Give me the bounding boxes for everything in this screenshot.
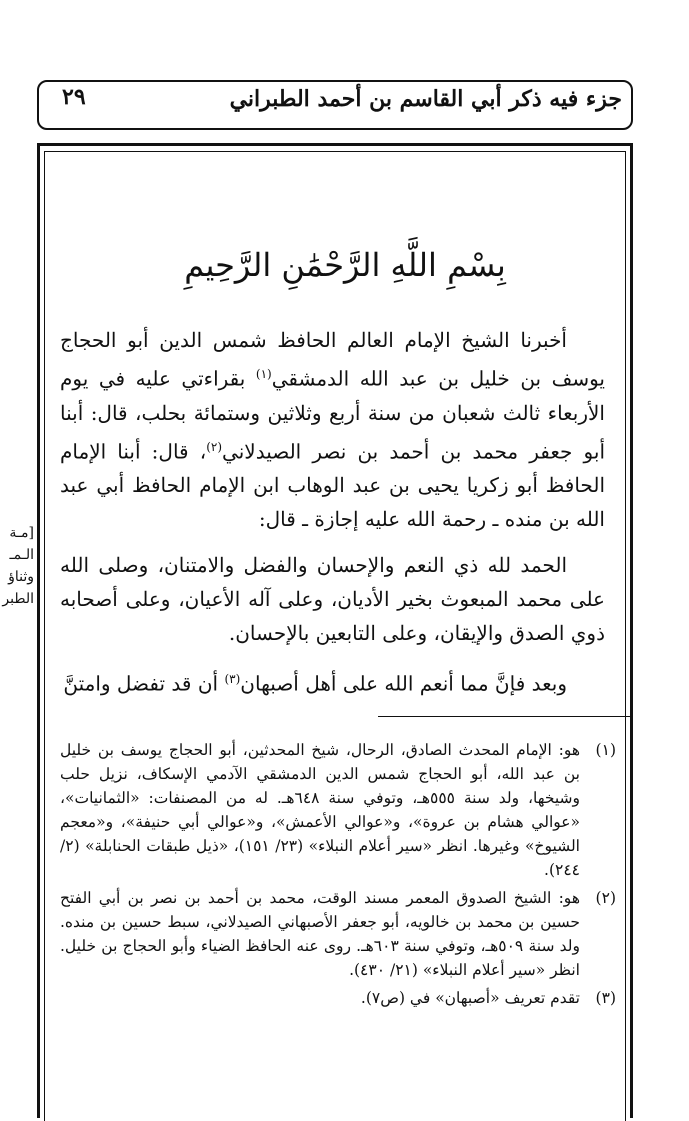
footnote-text: هو: الشيخ الصدوق المعمر مسند الوقت، محمد بن أحمد بن نصر بن أبي الفتح حسين بن محمد بن خالويه، أبو جعفر الأصبهاني الصيدلاني، سبط حسين بن منده. ولد سنة ٥٠٩هـ، وتوفي سنة ٦٠٣هـ. روى عنه الحافظ الضياء وأبو الحجاج بن خليل. انظر «سير أعلام النبلاء» (٢١/ ٤٣٠). [60, 889, 580, 979]
footnote-ref: (١) [255, 367, 272, 381]
page-number: ٢٩ [62, 84, 86, 110]
praise-paragraph: الحمد لله ذي النعم والإحسان والفضل والامتنان، وصلى الله على محمد المبعوث بخير الأديان، وعلى آله الأعيان، وعلى أصحابه ذوي الصدق والإيقان، وعلى التابعين بالإحسان. [60, 553, 605, 646]
footnote [60, 986, 616, 1010]
footnote [60, 886, 616, 982]
footnote-marker: (٢) [595, 889, 616, 907]
footnote-text: هو: الإمام المحدث الصادق، الرحال، شيخ المحدثين، أبو الحجاج يوسف بن خليل بن عبد الله، أبو الحجاج شمس الدين الدمشقي الآدمي الإسكاف، نزيل حلب وشيخها، ولد سنة ٥٥٥هـ، وتوفي سنة ٦٤٨هـ. له من المصنفات: «الثمانيات»، «عوالي هشام بن عروة»، و«عوالي الأعمش»، و«عوالي أبي حنيفة»، و«معجم الشيوخ» وغيرها. انظر «سير أعلام النبلاء» (٢٣/ ١٥١)، «ذيل طبقات الحنابلة» (٢/ ٢٤٤). [60, 741, 581, 879]
closing-text: وبعد فإنَّ مما أنعم الله على أهل أصبهان [240, 671, 567, 696]
footnote-separator [378, 716, 630, 717]
main-text [60, 323, 605, 701]
footnote-ref: (٢) [206, 439, 223, 454]
footnotes [60, 738, 616, 1014]
closing-paragraph [60, 662, 605, 701]
isnad-text: ، قال: أبنا الإمام الحافظ أبو زكريا يحيى بن عبد الوهاب ابن الإمام الحافظ أبي عبد الله بن منده ـ رحمة الله عليه إجازة ـ قال: [60, 439, 605, 532]
margin-note [0, 522, 34, 610]
footnote-marker: (١) [595, 741, 616, 759]
footnote [60, 738, 616, 882]
isnad-paragraph [60, 323, 605, 536]
margin-note-line: الـمـ [9, 547, 34, 563]
footnote-text: تقدم تعريف «أصبهان» في (ص٧). [360, 989, 580, 1007]
running-title: جزء فيه ذكر أبي القاسم بن أحمد الطبراني [229, 86, 622, 112]
isnad-text: بقراءتي عليه في يوم الأربعاء ثالث شعبان من سنة أربع وثلاثين وستمائة بحلب، قال: أبنا أبو جعفر محمد بن أحمد بن نصر الصيدلاني [60, 366, 606, 464]
margin-note-line: وثناؤ [8, 569, 34, 585]
margin-note-line: الطبر [2, 591, 34, 607]
isnad-text: أخبرنا الشيخ الإمام العالم الحافظ شمس الدين أبو الحجاج يوسف بن خليل بن عبد الله الدمشقي [60, 328, 605, 391]
basmala-heading: بِسْمِ اللَّهِ الرَّحْمَٰنِ الرَّحِيمِ [184, 246, 506, 284]
footnote-ref: (٣) [224, 672, 241, 687]
footnote-marker: (٣) [595, 989, 616, 1007]
closing-text: أن قد تفضل وامتنَّ [63, 671, 225, 696]
margin-note-line: [مـة [9, 525, 34, 541]
